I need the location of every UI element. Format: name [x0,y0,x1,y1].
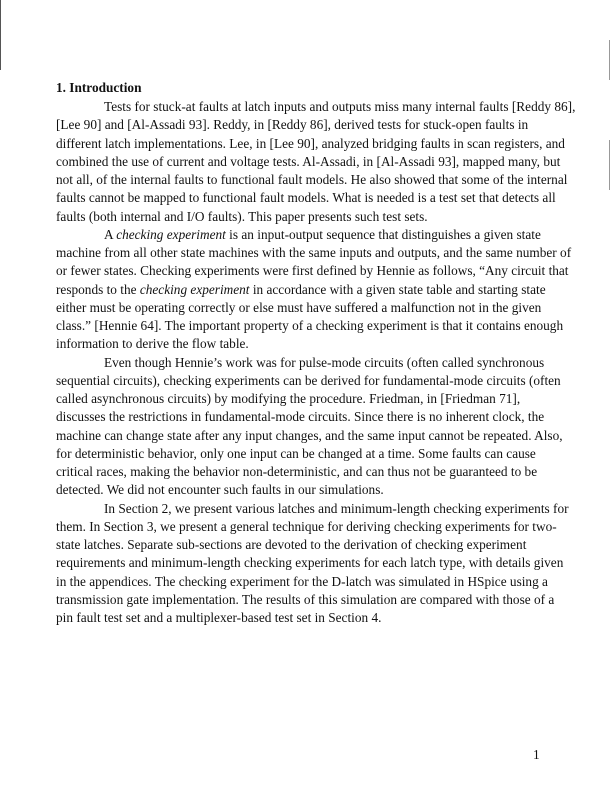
text-segment: transmission gate implementation. The results of this simulation are compared with those of a [56,591,555,607]
text-segment: A [104,226,117,242]
scan-edge-right [609,40,610,80]
text-line [104,355,544,371]
text-segment: in accordance with a given state table and starting state [249,281,546,297]
text-line [56,555,563,571]
text-segment: is an input-output sequence that distinguishes a given state [225,226,541,242]
text-segment: detected. We did not encounter such faults in our simulations. [56,482,384,498]
text-segment: critical races, making the behavior non-deterministic, and can thus not be guaranteed to be [56,464,538,479]
text-line [56,190,556,206]
text-segment: for deterministic behavior, only one input can be changed at a time. Some faults can cause [56,445,536,461]
text-segment: faults cannot be mapped to functional fault models. What is needed is a test set that detects all [56,190,556,206]
text-line [56,318,563,334]
text-line [56,519,557,535]
text-segment: responds to the [56,281,140,297]
text-line [56,117,528,133]
emphasized-term: checking experiment [116,226,226,242]
text-line [56,209,428,225]
text-segment: class.” [Hennie 64]. The important property of a checking experiment is that it contains enough [56,318,564,333]
text-line [56,245,571,261]
text-line [104,501,569,517]
text-segment: faults (both internal and I/O faults). This paper presents such test sets. [56,208,428,224]
text-segment: machine can change state after any input changes, and the same input cannot be repeated. Also, [56,427,563,443]
text-line [56,428,563,444]
text-line [56,172,567,188]
text-line [56,136,565,152]
text-segment: or fewer states. Checking experiments were first defined by Hennie as follows, “Any circuit that [56,263,569,279]
scan-edge-left [0,0,1,70]
text-line [104,99,575,115]
text-segment: state latches. Separate sub-sections are devoted to the derivation of checking experiment [56,537,527,552]
text-line [56,610,381,626]
text-line [56,336,249,352]
text-line [56,282,546,298]
text-segment: discusses the restrictions in fundamental-mode circuits. Since there is no inherent clock, the [56,409,545,425]
text-segment: combined the use of current and voltage tests. Al-Assadi, in [Al-Assadi 93], mapped many, but [56,153,561,169]
section-heading: 1. Introduction [56,80,142,95]
text-line [56,391,520,407]
text-segment: Tests for stuck-at faults at latch inputs and outputs miss many internal faults [Reddy 86], [104,99,576,114]
text-line [56,464,537,480]
text-segment: either must be operating correctly or else must have suffered a malfunction not in the given [56,299,542,315]
text-segment: in the appendices. The checking experiment for the D-latch was simulated in HSpice using a [56,573,548,589]
text-line [56,300,541,316]
text-segment: pin fault test set and a multiplexer-based test set in Section 4. [56,610,382,625]
text-segment: called asynchronous circuits) by modifying the procedure. Friedman, in [Friedman 71], [56,391,521,406]
page-number: 1 [533,747,540,762]
text-line [56,482,384,498]
text-segment: requirements and minimum-length checking experiments for each latch type, with details given [56,555,564,571]
text-segment: [Lee 90] and [Al-Assadi 93]. Reddy, in [Reddy 86], derived tests for stuck-open faults in [56,117,529,133]
text-line [56,592,554,608]
text-line [56,574,548,590]
text-segment: machine from all other state machines with the same inputs and outputs, and the same number of [56,245,572,260]
scan-edge-right [609,140,610,190]
text-segment: not all, of the internal faults to functional fault models. He also showed that some of the internal [56,172,568,187]
text-line [56,537,526,553]
text-line [56,446,536,462]
text-line [104,227,541,243]
emphasized-term: checking experiment [139,281,250,297]
text-line [56,154,560,170]
text-line [56,263,569,279]
text-segment: In Section 2, we present various latches and minimum-length checking experiments for [104,500,569,516]
text-segment: Even though Hennie’s work was for pulse-mode circuits (often called synchronous [104,354,545,370]
text-line [56,373,561,389]
text-segment: different latch implementations. Lee, in [Lee 90], analyzed bridging faults in scan registers, and [56,135,565,151]
text-segment: sequential circuits), checking experiments can be derived for fundamental-mode circuits (often [56,372,561,388]
text-line [56,409,544,425]
text-segment: them. In Section 3, we present a general technique for deriving checking experiments for two- [56,518,557,534]
text-segment: information to derive the flow table. [56,336,249,352]
